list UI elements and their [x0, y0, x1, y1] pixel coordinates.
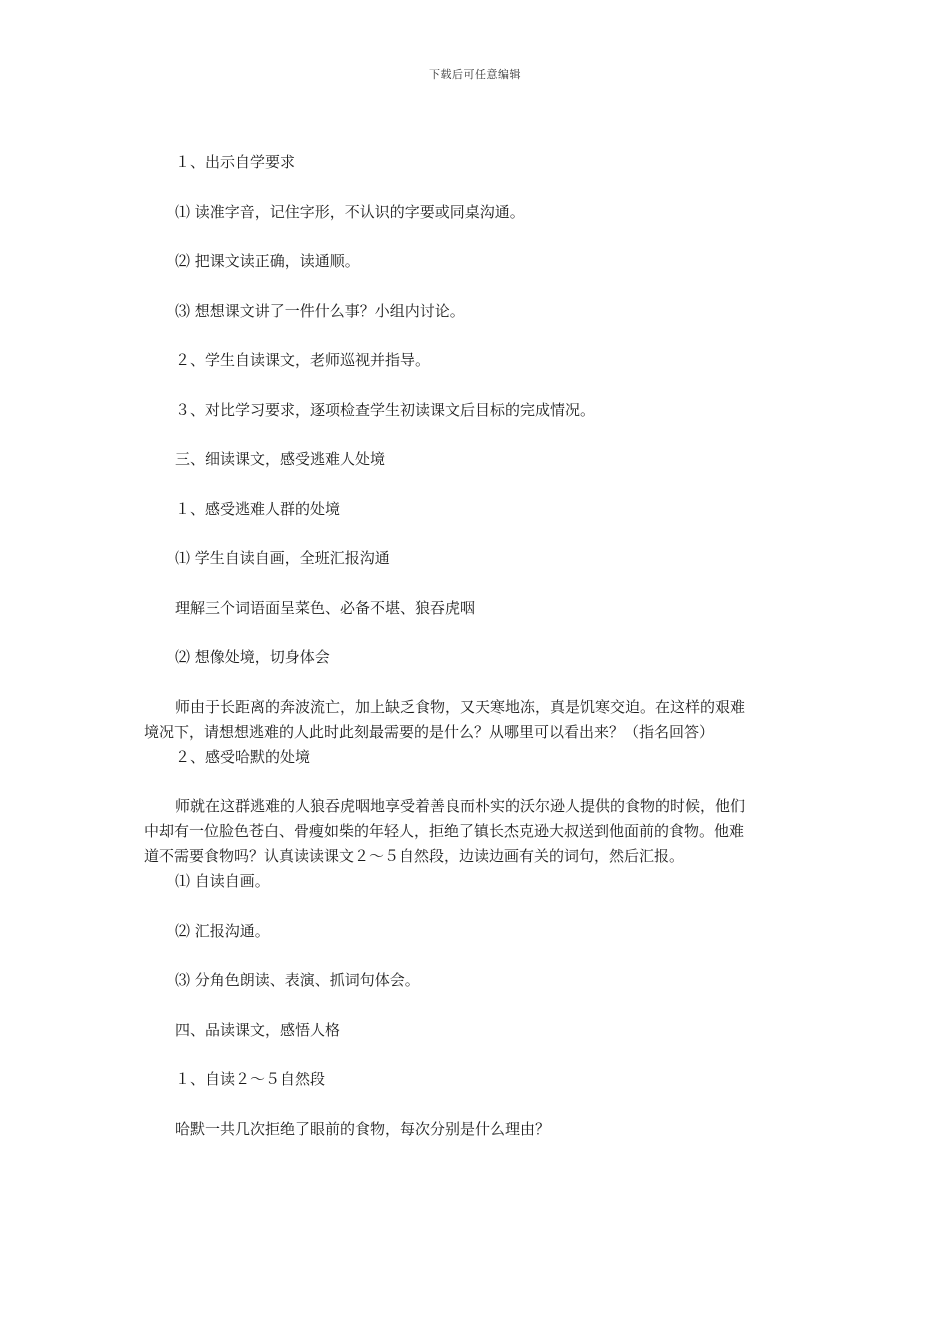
- list-item-students-self-read: ２、学生自读课文，老师巡视并指导。: [175, 351, 431, 369]
- paragraph-line: 道不需要食物吗？认真读读课文２～５自然段，边读边画有关的词句，然后汇报。: [144, 847, 685, 865]
- list-item-report-communicate: ⑵ 汇报沟通。: [175, 921, 270, 940]
- list-item-self-study-requirements: １、出示自学要求: [175, 153, 296, 171]
- section-heading-three: 三、细读课文，感受逃难人处境: [175, 450, 386, 468]
- paragraph-teacher-prompt-2: [144, 794, 815, 869]
- page-header: 下载后可任意编辑: [429, 68, 521, 81]
- list-item-self-read-report: ⑴ 学生自读自画，全班汇报沟通: [175, 549, 390, 567]
- list-item-imagine-situation: ⑵ 想像处境，切身体会: [175, 648, 330, 666]
- list-item-read-correctly: ⑵ 把课文读正确，读通顺。: [175, 252, 360, 270]
- question-line: 哈默一共几次拒绝了眼前的食物，每次分别是什么理由？: [175, 1119, 551, 1138]
- list-item-refugee-situation: １、感受逃难人群的处境: [175, 499, 341, 518]
- list-item-discuss-story: ⑶ 想想课文讲了一件什么事？小组内讨论。: [175, 301, 465, 320]
- list-item-read-pronunciation: ⑴ 读准字音，记住字形，不认识的字要或同桌沟通。: [175, 202, 525, 221]
- list-item-read-paragraphs: １、自读２～５自然段: [175, 1070, 326, 1088]
- paragraph-line: 师就在这群逃难的人狼吞虎咽地享受着善良而朴实的沃尔逊人提供的食物的时候，他们: [175, 797, 746, 815]
- section-heading-four: 四、品读课文，感悟人格: [175, 1020, 341, 1039]
- paragraph-teacher-prompt-1: [144, 695, 815, 745]
- vocabulary-line: 理解三个词语面呈菜色、必备不堪、狼吞虎咽: [175, 598, 476, 617]
- list-item-self-read-draw: ⑴ 自读自画。: [175, 872, 270, 890]
- paragraph-line: 师由于长距离的奔波流亡，加上缺乏食物，又天寒地冻，真是饥寒交迫。在这样的艰难: [175, 697, 746, 716]
- document-body: [144, 150, 815, 1142]
- paragraph-line: 境况下，请想想逃难的人此时此刻最需要的是什么？从哪里可以看出来？（指名回答）: [144, 722, 715, 741]
- list-item-role-reading: ⑶ 分角色朗读、表演、抓词句体会。: [175, 971, 420, 989]
- paragraph-line: 中却有一位脸色苍白、骨瘦如柴的年轻人，拒绝了镇长杰克逊大叔送到他面前的食物。他难: [144, 822, 745, 840]
- list-item-hammer-situation: ２、感受哈默的处境: [175, 747, 311, 766]
- list-item-check-goals: ３、对比学习要求，逐项检查学生初读课文后目标的完成情况。: [175, 400, 596, 419]
